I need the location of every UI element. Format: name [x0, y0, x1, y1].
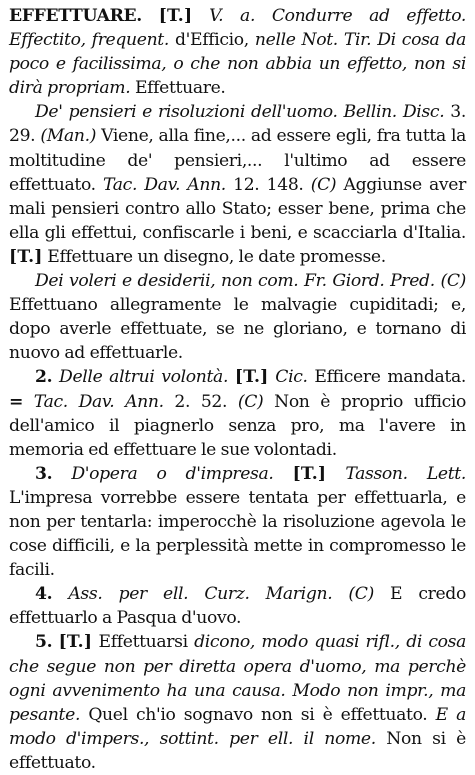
tommaseo-mark: [T.] [158, 6, 193, 26]
sense-number: 5. [35, 632, 53, 653]
entry-paragraph-voleri [9, 269, 466, 365]
citation-source: (Man.) [40, 126, 97, 147]
usage-note: dicono, modo quasi rifl., di cosa che segue non per diretta opera d'uomo, ma perchè ogni avvenimento ha una causa. Modo non impr., ma pesante. [9, 632, 466, 725]
etymology-note: nelle Not. Tir. Di cosa da poco e facilissima, o che non abbia un effetto, non si dirà propriam. [9, 30, 466, 99]
example-text: Quel ch'io sognavo non si è effettuato. [88, 704, 428, 725]
sense-number: 3. [35, 463, 53, 484]
tommaseo-mark: [T.] [58, 632, 93, 653]
headword-tail: Effettuare. [134, 78, 226, 99]
crusca-mark: (C) [440, 271, 466, 292]
sense-label: D'opera o d'impresa. [71, 463, 274, 484]
citation-author: Tac. Dav. Ann. [103, 174, 226, 195]
citation-ref: 3. 29. [9, 102, 466, 147]
example-text: Effettuarsi [98, 632, 188, 653]
tommaseo-mark: [T.] [234, 367, 269, 388]
usage-note: E a modo d'impers., sottint. per ell. il nome. [9, 704, 467, 749]
example-text: Effettuare un disegno, le date promesse. [47, 246, 386, 267]
citation-author: Cic. [275, 367, 308, 388]
tommaseo-mark: [T.] [292, 463, 327, 484]
citation-text: Effettuano allegramente le malvagie cupiditadi; e, dopo averle effettuate, se ne gloriano, e tornano di nuovo ad effettuarle. [9, 295, 466, 364]
citation-text: Viene, alla fine,... ad essere egli, fra tutta la moltitudine de' pensieri,... l'ultimo ad essere effettuato. [9, 126, 466, 195]
sense-label: Delle altrui volontà. [59, 367, 229, 388]
sense-label: Dei voleri e desiderii, non com. Fr. Giord. Pred. [35, 271, 435, 292]
citation-text: Efficere mandata. [314, 367, 466, 388]
citation-text: Non è proprio ufficio dell'amico il piagnerlo senza pro, ma l'avere in memoria ed effettuare le sue volontadi. [9, 391, 467, 460]
sense-label: De' pensieri e risoluzioni dell'uomo. Bellin. Disc. [35, 102, 445, 123]
etymology-source: d'Efficio, [174, 30, 249, 51]
entry-paragraph-headword [9, 4, 466, 100]
example-text: Non si è effettuato. [9, 728, 466, 773]
crusca-mark: (C) [310, 174, 337, 195]
entry-paragraph-sense-3 [9, 462, 466, 582]
etymology: Effectito, frequent. [9, 30, 169, 51]
sense-number: 2. [35, 367, 53, 388]
sense-label: Ass. per ell. Curz. Marign. [68, 584, 333, 605]
grammar-definition: V. a. Condurre ad effetto. [209, 6, 467, 26]
entry-paragraph-sense-2 [9, 365, 466, 461]
sense-number: 4. [35, 584, 53, 605]
citation-ref: 2. 52. [174, 391, 228, 412]
citation-ref: 12. 148. [233, 174, 304, 195]
equals-dash: = [9, 391, 24, 412]
tommaseo-mark: [T.] [9, 246, 43, 267]
citation-text: E credo effettuarlo a Pasqua d'uovo. [9, 584, 466, 629]
citation-author: Tac. Dav. Ann. [33, 391, 164, 412]
entry-paragraph-pensieri [9, 100, 466, 269]
entry-paragraph-sense-4 [9, 582, 466, 630]
crusca-mark: (C) [348, 584, 374, 605]
citation-text: L'impresa vorrebbe essere tentata per effettuarla, e non per tentarla: imperocchè la risoluzione agevola le cose difficili, e la perplessità mette in compromesso le facili. [9, 487, 466, 581]
headword: EFFETTUARE. [9, 6, 142, 26]
entry-paragraph-sense-5 [9, 630, 466, 775]
citation-author: Tasson. Lett. [345, 463, 466, 484]
crusca-mark: (C) [237, 391, 264, 412]
citation-text: Aggiunse aver mali pensieri contro allo Stato; esser bene, prima che ella gli effettui, confiscarle i beni, e scacciarla d'Italia. [9, 174, 466, 243]
